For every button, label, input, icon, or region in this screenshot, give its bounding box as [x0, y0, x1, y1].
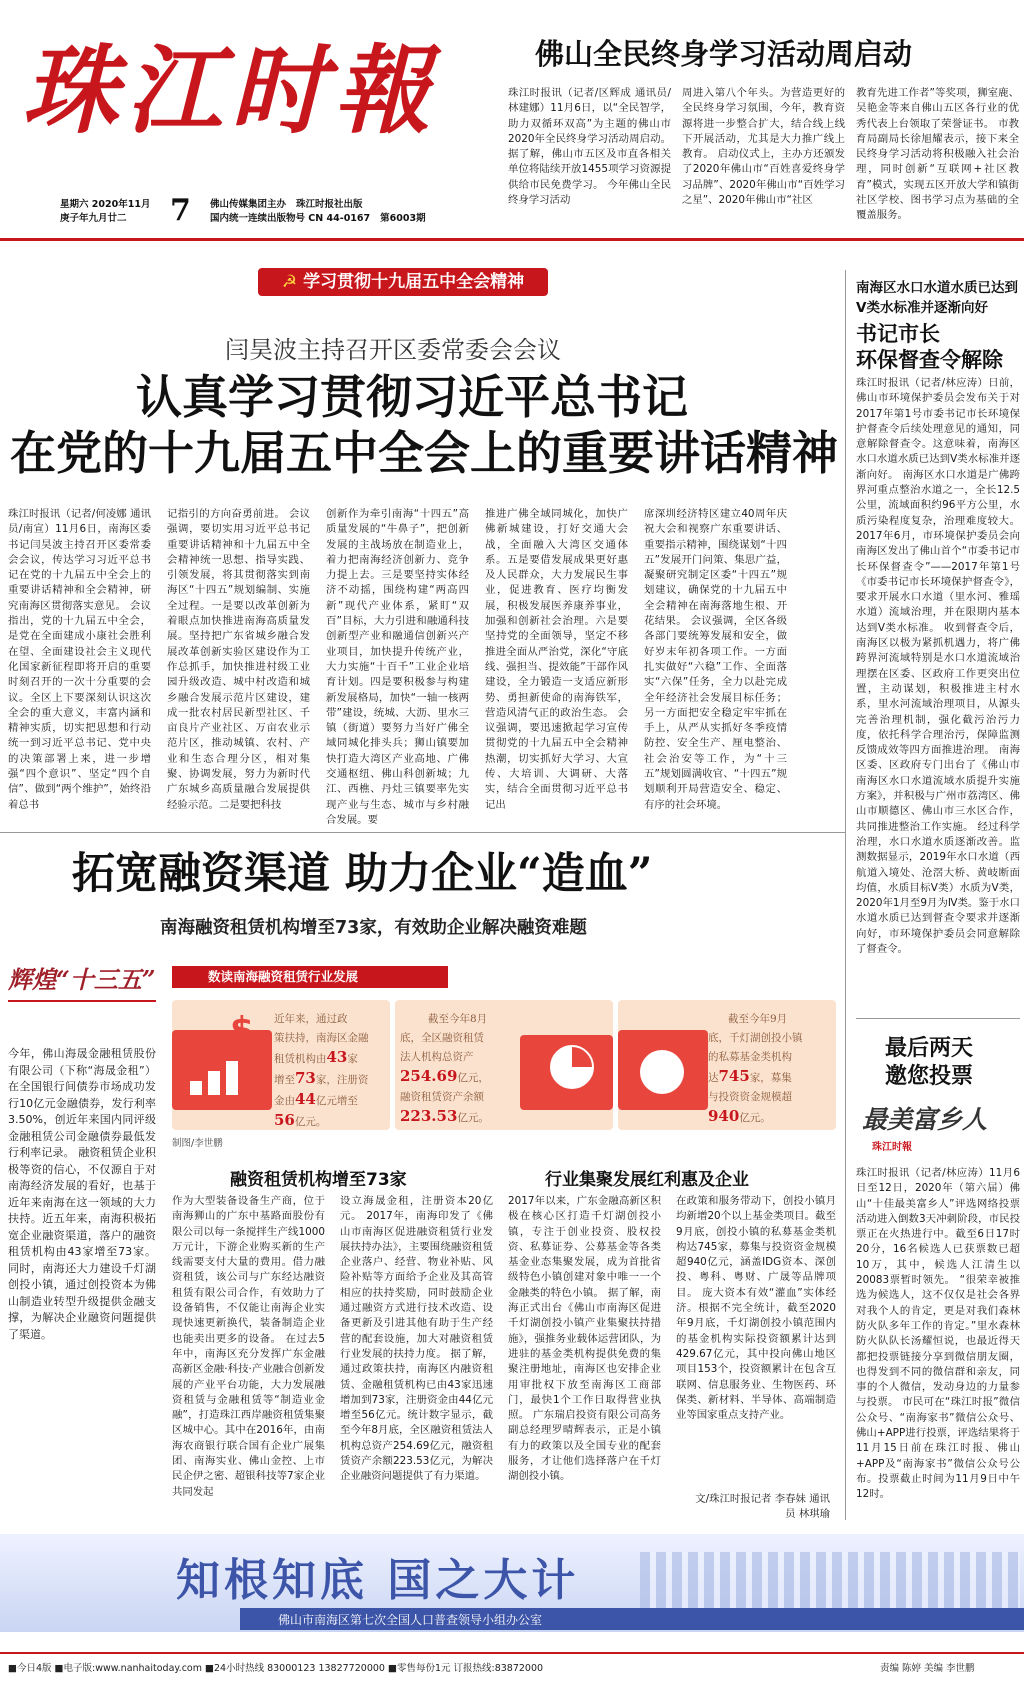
stat1-number-43: 43: [326, 1048, 348, 1066]
top-story-col-3: 教育先进工作者”等奖项，狮室鹿、吴艳金等来自佛山五区各行业的优秀代表上台领取了荣誉证书。 市教育局副局长徐旭耀表示，接下来全民终身学习活动将积极融入社会治理，同时创新“互联网+社区教育”模式，实现五区开放大学和镇街社区学校、图书学习点为基础的全覆盖服务。: [856, 87, 1019, 222]
stat3-text: 底，千灯湖创投小镇: [708, 1032, 803, 1044]
stat1-text: 家: [347, 1053, 358, 1065]
census-ad-subtitle: 佛山市南海区第七次全国人口普查领导小组办公室: [278, 1613, 543, 1627]
stat2-text: 融资租赁资产余额: [400, 1091, 484, 1103]
section-rule: [0, 832, 845, 833]
footer-rule: [0, 1652, 1024, 1654]
stat1-text: 亿元。: [294, 1116, 327, 1128]
right-rule-2: [856, 1018, 1020, 1019]
stat3-text: 家，募集: [749, 1072, 792, 1084]
lead-col-1: 珠江时报讯（记者/何凌娜 通讯员/南宣）11月6日，南海区委书记闫昊波主持召开区委常委会会议，传达学习习近平总书记在党的十九届五中全会上的重要讲话精神和全会精神，研究南海区贯彻落实意见。 会议指出，党的十九届五中全会，是党在全面建成小康社会胜利在望、全面建设社会主义现代化国家新征程即将开启的重要时刻召开的一次十分重要的会议。全区上下要深刻认识这次全会的重大意义，丰富内涵和精神实质，切实把思想和行动统一到习近平总书记、党中央的决策部署上来，进一步增强“四个意识”、坚定“四个自信”、做到“两个维护”，始终沿着总书: [8, 508, 151, 811]
stat2-number-assets: 254.69: [400, 1067, 458, 1085]
stat1-text: 增至: [274, 1074, 295, 1086]
stat2-text: 法人机构总资产: [400, 1051, 474, 1063]
right-story-title-2: 环保督查令解除: [856, 347, 1003, 372]
dollar-icon: $: [230, 1010, 254, 1050]
date-line: [60, 198, 150, 226]
lead-col-5: 席深圳经济特区建立40周年庆祝大会和视察广东重要讲话、重要指示精神，围绕谋划“十四五”发展开门问策、集思广益，凝聚研究制定区委“十四五”规划建议，确保党的十九届五中全会精神在南海落地生根、开花结果。 会议强调，全区各级各部门要统筹发展和安全，做好岁末年初各项工作。一方面扎实做好“六稳”工作、全面落实“六保”任务，全力以赴完成全年经济社会发展目标任务；另一方面把安全稳定牢牢抓在手上，从严从实抓好冬季疫情防控、安全生产、厘电整治、社会治安等工作，为“十三五”规划圆满收官、“十四五”规划顺利开局营造安全、稳定、有序的社会环境。: [644, 508, 787, 811]
stat1-text: 家，注册资: [315, 1074, 369, 1086]
sidebar-label: 辉煌“十三五”: [8, 965, 156, 994]
skyline-graphic: [640, 1552, 1020, 1614]
sidebar-body: 今年，佛山海晟金融租赁股份有限公司（下称“海晟金租”）在全国银行间债券市场成功发行10亿元金融债券，发行利率3.50%，创近年来国内同评级金融租赁公司金融债券最低发行利率记录。 融资租赁企业积极等资的信心，不仅源自于对南海经济发展的看好，也基于近年来南海在这一领域的大力扶持。近五年来，南海积极拓宽企业融资渠道，落户的融资租赁机构由43家增至73家。 同时，南海还大力建设千灯湖创投小镇，通过创投资本为佛山制造业转型升级提供金融支撑，为解决企业融资问题提供了渠道。: [8, 1047, 156, 1341]
newspaper-logo: 珠江时報: [22, 34, 438, 147]
page-number: 7: [170, 193, 191, 228]
bar-icon: [190, 1081, 202, 1095]
stat2-text: 亿元。: [457, 1112, 489, 1124]
lead-col-4: 推进广佛全域同城化，加快广佛新城建设，打好交通大会战，全面融入大湾区交通体系。五是要借发展成果更好惠及人民群众，大力发展民生事业，促进教育、医疗均衡发展，积极发展医养康养事业，加强和创新社会治理。六是要坚持党的全面领导，坚定不移推进全面从严治党，深化“守底线、强担当、提效能”干部作风建设，全力锻造一支适应新形势、勇担新使命的南海铁军，营造风清气正的政治生态。 会议强调，要迅速掀起学习宣传贯彻党的十九届五中全会精神热潮，切实抓好大学习、大宣传、大培训、大调研、大落实，结合全面贯彻习近平总书记出: [485, 508, 628, 811]
stat1-number-73: 73: [295, 1069, 316, 1087]
coin-stack-icon: [640, 1050, 684, 1094]
census-ad: [0, 1534, 1024, 1632]
stat-card-2-text: [400, 1010, 520, 1128]
section-banner: [258, 268, 548, 296]
publisher-1: 佛山传媒集团主办: [210, 199, 287, 210]
masthead-rule: [0, 238, 1024, 241]
stat1-number-56: 56: [274, 1111, 295, 1129]
sidebar-rule: [8, 1000, 156, 1002]
stat3-text: 达: [708, 1072, 719, 1084]
stat3-text: 截至今年9月: [728, 1013, 788, 1025]
stat1-text: 金由: [274, 1095, 295, 1107]
stat1-text: 近年来，通过政: [274, 1013, 348, 1025]
finance-col-4: 在政策和服务带动下，创投小镇月均新增20个以上基金类项目。截至9月底，创投小镇的私募基金类机构达745家，募集与投资资金规模超940亿元，涵盖IDG资本、深创投、粤科、粤财、广晟等品牌项目。 庞大资本有效“灌血”实体经济。根据不完全统计，截至2020年9月底，千灯湖创投小镇范围内的基金机构实际投资额累计达到429.67亿元，其中投向佛山地区项目153个，投资额累计在包含互联网、信息服务业、生物医药、环保类、新材料、半导体、高端制造业等国家重点支持产业。: [676, 1195, 836, 1422]
finance-col-3: 2017年以来，广东金融高新区积极在核心区打造千灯湖创投小镇，专注于创业投资、股权投资、私募证券、公募基金等各类基金业态集聚发展，成为首批省级特色小镇创建对象中唯一一个金融类的特色小镇。 据了解，南海正式出台《佛山市南海区促进千灯湖创投小镇产业集聚扶持措施》，强推务业载体运营团队，为进驻的基金类机构提供免费的集聚注册地址，南海区也安排企业用审批权下放至南海区工商部门，最快1个工作日取得营业执照。 广东瑞启投资有限公司高务副总经理罗晴辉表示，正是小镇有力的政策以及全国专业的配套服务，才让他们选择落户在千灯湖创投小镇。: [508, 1195, 661, 1483]
campaign-logo: 最美富乡人: [862, 1105, 988, 1134]
finance-headline: 拓宽融资渠道 助力企业“造血”: [72, 849, 653, 899]
vote-body: 珠江时报讯（记者/林应涛）11月6日至12日，2020年（第六届）佛山“十佳最美富乡人”评选网络投票活动进入倒数3天冲刺阶段，市民投票正在火热进行中。截至6日17时20分，16名候选人已获票数已超10万，其中，候选人江清生以20083票暂时领先。 “很荣幸被推选为候选人，这不仅仅是社会各界对我个人的肯定，更是对我们森林防火队多年工作的肯定。”里水森林防火队队长汤耀恒说，也最近得天都把投票链接分享到微信朋友圈，也得发到不同的微信群和亲友，同事的个人微信，发动身边的力量参与投票。 市民可在“珠江时报”微信公众号、“南海家书”微信公众号、佛山+APP进行投票，评选结果将于11月15日前在珠江时报、佛山+APP及“南海家书”微信公众号公布。投票截止时间为11月9日中午12时。: [856, 1167, 1020, 1501]
lead-headline-1: 认真学习贯彻习近平总书记: [136, 370, 688, 424]
bars-icon: [190, 1055, 260, 1095]
right-story-body: 珠江时报讯（记者/林应涛）日前，佛山市环境保护委员会发布关于对2017年第1号市委书记市长环境保护督查令后续处理意见的通知，同意解除督查令。这意味着，南海区水口水道水质已达到Ⅴ类水标准并逐渐向好。 南海区水口水道是广佛跨界河重点整治水道之一，全长12.5公里，流域面积约96平方公里，水质污染程度复杂，治理难度较大。 2017年6月，市环境保护委员会向南海区发出了佛山首个“市委书记市长环保督查令”——2017年第1号《市委书记市长环境保护督查令》，要求开展水口水道（里水河、雅瑶水道）流域治理，并在限期内基本达到Ⅴ类水标准。 收到督查令后，南海区以极为紧抓机遇力，将广佛跨界河流域特别是水口水道流域治理摆在区委、区政府工作更突出位置，主动谋划，积极推进主村水系，里水河流域治理项目，从源头完善治理机制，强化截污治污力度，依托科学合理治污，保障监测反馈成效等四方面推进治理。 南海区委、区政府专门出台了《佛山市南海区水口水道流域水质提升实施方案》，并积极与广州市荔湾区、佛山市顺德区、佛山市三水区合作，共同推进整治工作实施。 经过科学治理，水口水道水质逐渐改善。监测数据显示，2019年水口水道（西航道入境处、沧滘大桥、黄岐断面均值，水质目标Ⅴ类）水质为Ⅴ类，2020年1月至9月为Ⅳ类。鉴于水口水道水质已达到督查令要求并逐渐向好，市环境保护委员会同意解除了督查令。: [856, 377, 1020, 955]
cn-number: 国内统一连续出版物号 CN 44-0167: [210, 213, 371, 224]
section-banner-text: 学习贯彻十九届五中全会精神: [303, 272, 525, 292]
column-divider: [845, 270, 846, 1520]
stat2-text: 截至今年8月: [428, 1013, 488, 1025]
footer-line: ■今日4版 ■电子版:www.nanhaitoday.com ■24小时热线 83000123 13827720000 ■零售每份1元 订报热线:83872000: [8, 1663, 544, 1674]
lunar-date-text: 庚子年九月廿二: [60, 213, 127, 224]
finance-byline: 文/珠江时报记者 李春妹 通讯员 林琪瑜: [695, 1493, 830, 1521]
stat2-text: 亿元，: [457, 1072, 489, 1084]
pie-icon: [550, 1045, 594, 1089]
vote-title-1: 最后两天: [885, 1035, 974, 1061]
stat3-text: 与投资资金规模超: [708, 1091, 792, 1103]
finance-subhead: 南海融资租赁机构增至73家，有效助企业解决融资难题: [160, 918, 587, 938]
stat1-text: 策扶持，南海区金融: [274, 1032, 369, 1044]
stat3-text: 亿元。: [739, 1112, 771, 1124]
finance-subhead-1: 融资租赁机构增至73家: [230, 1170, 407, 1190]
lead-kicker: 闫昊波主持召开区委常委会会议: [225, 336, 561, 364]
stat3-number-940: 940: [708, 1107, 740, 1125]
graphic-credit: 制图/李世鹏: [172, 1138, 223, 1149]
lead-headline-2: 在党的十九届五中全会上的重要讲话精神: [10, 426, 838, 480]
right-story-kicker: 南海区水口水道水质已达到Ⅴ类水标准并逐渐向好: [856, 280, 1018, 316]
finance-subhead-2: 行业集聚发展红利惠及企业: [545, 1170, 749, 1190]
vote-title-2: 邀您投票: [885, 1063, 974, 1089]
top-story-title: 佛山全民终身学习活动周启动: [535, 37, 913, 71]
publisher-info: [210, 198, 470, 226]
stat3-text: 的私募基金类机构: [708, 1051, 792, 1063]
finance-col-1: 作为大型装备设备生产商，位于南海狮山的广东中基路面股份有限公司以每一条搅拌生产线1000万元计，下游企业购买新的生产线需要支付大量的费用。借力融资租赁，该公司与广东经达融资租赁有限公司合作，有效助力了设备销售，不仅能让南海企业实现快速更新换代，装备制造企业也能卖出更多的设备。 在过去5年中，南海区充分发挥广东金融高新区金融·科技·产业融合创新发展的产业平台功能，大力发展融资租赁与金融租赁等“制造业金融”，打造珠江西岸融资租赁集聚区城中心。其中在2016年，由南海农商银行联合国有企业广展集团、南海实业、佛山金控、上市民企伊之密、超银科技等7家企业共同发起: [172, 1195, 325, 1498]
stat1-text: 亿元增至: [315, 1095, 358, 1107]
lead-col-2: 记指引的方向奋勇前进。 会议强调，要切实用习近平总书记重要讲话精神和十九届五中全会精神统一思想、指导实践、引领发展，将其贯彻落实到南海区“十四五”规划编制、实施全过程。一是要以改革创新为着眼点加快推进南海高质量发展。坚持把广东省城乡融合发展改革创新实验区建设作为工作总抓手，加快推进村级工业园升级改造、城中村改造和城乡融合发展示范片区建设，建成一批农村居民新型社区、千亩良片产业社区、万亩农业示范片区，推动城镇、农村、产业和生态合理分区，相对集聚、协调发展，努力为新时代广东城乡高质量融合发展提供经验示范。二是要把科技: [167, 508, 310, 811]
party-emblem-icon: ☭: [281, 272, 304, 292]
stat-card-3-text: [708, 1010, 833, 1128]
stat2-text: 底，全区融资租赁: [400, 1032, 484, 1044]
stat1-text: 租赁机构由: [274, 1053, 327, 1065]
stat3-number-745: 745: [718, 1067, 750, 1085]
stat1-number-44: 44: [295, 1090, 316, 1108]
right-story-title-1: 书记市长: [856, 321, 940, 346]
issue-number: 第6003期: [380, 213, 426, 224]
finance-col-2: 设立海晟金租，注册资本20亿元。 2017年，南海印发了《佛山市南海区促进融资租赁行业发展扶持办法》，主要围绕融资租赁企业落户、经营、物业补贴、风险补贴等方面给予企业及其高管相应的扶持奖励，同时鼓励企业通过融资方式进行技术改造、设备更新及引进其他有助于生产经营的配套设施，加大对融资租赁行业发展的扶持力度。 据了解，通过政策扶持，南海区内融资租赁、金融租赁机构已由43家迅速增加到73家，注册资金由44亿元增至56亿元。统计数字显示，截至今年8月底，全区融资租赁法人机构总资产254.69亿元，融资租赁资产余额223.53亿元，为解决企业融资问题提供了有力渠道。: [340, 1195, 493, 1483]
bar-icon: [226, 1061, 238, 1095]
footer-editors: 责编 陈婷 美编 李世鹏: [880, 1663, 975, 1674]
top-story-col-1: 珠江时报讯（记者/区辉成 通讯员/林建娜）11月6日，以“全民智学，助力双循环双高”为主题的佛山市2020年全民终身学习活动周启动。据了解，佛山市五区及市直各相关单位将陆续开放1455项学习资源提供给市民免费学习。 今年佛山全民终身学习活动: [508, 87, 671, 207]
stat2-number-balance: 223.53: [400, 1107, 458, 1125]
bar-icon: [208, 1071, 220, 1095]
campaign-logo-sub: 珠江时報: [872, 1142, 912, 1153]
lead-col-3: 创新作为牵引南海“十四五”高质量发展的“牛鼻子”，把创新发展的主战场放在制造业上，着力把南海经济创新力、竞争力提上去。三是要坚持实体经济不动摇，围绕构建“两高四新”现代产业体系，紧盯“双百”目标，大力引进和融通科技创新型产业和融通信创新兴产业项目，加快提升传统产业，大力实施“十百千”工业企业培育计划。四是要积极参与构建新发展格局，加快“一轴一核两带”建设，统城、大沥、里水三镇（街道）要努力当好广佛全域同城化排头兵；狮山镇要加快打造大湾区产业高地、广佛交通枢纽、佛山科创新城；九江、西樵、丹灶三镇要率先实现产业与生态、城市与乡村融合发展。要: [326, 508, 469, 826]
census-ad-title: 知根知底 国之大计: [176, 1555, 580, 1606]
date-text: 星期六 2020年11月: [60, 199, 151, 210]
stat-card-1-text: [274, 1010, 386, 1132]
publisher-2: 珠江时报社出版: [296, 199, 363, 210]
top-story-col-2: 周进入第八个年头。为营造更好的全民终身学习氛围，今年，教育资源将进一步整合扩大，结合线上线下开展活动，尤其是大力推广线上教育。 启动仪式上，主办方还颁发了2020年佛山市“百姓喜爱终身学习品牌”、2020年佛山市“百姓学习之星”、2020年佛山市“社区: [682, 87, 845, 207]
infographic-banner: 数读南海融资租赁行业发展: [172, 966, 448, 988]
